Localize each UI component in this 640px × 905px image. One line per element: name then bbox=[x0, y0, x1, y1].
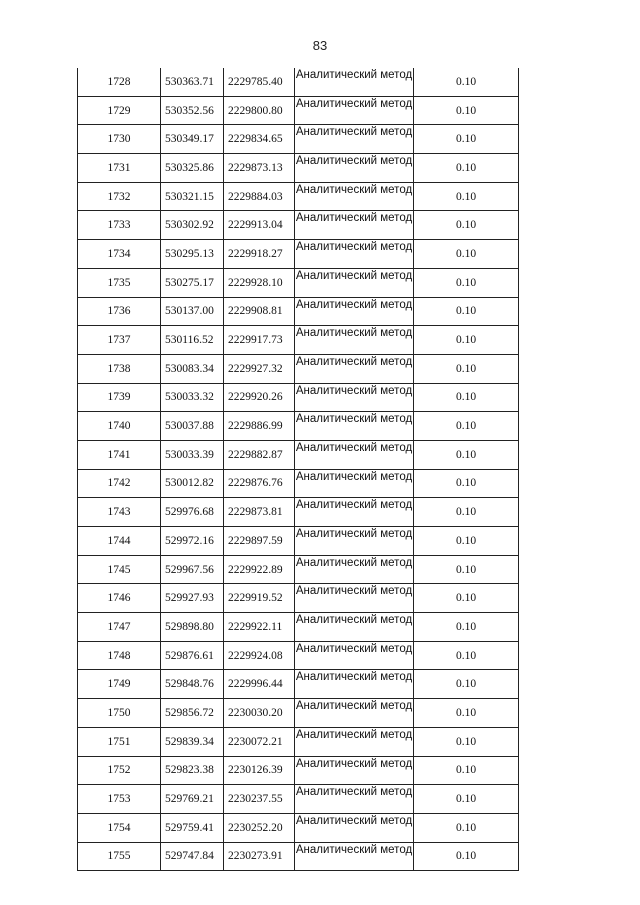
x-coordinate-cell: 529759.41 bbox=[161, 813, 224, 842]
point-number-cell: 1740 bbox=[78, 412, 161, 441]
table-row bbox=[78, 211, 519, 240]
x-coordinate-cell: 529747.84 bbox=[161, 842, 224, 871]
method-cell: Аналитический метод bbox=[295, 268, 414, 297]
point-number-cell: 1751 bbox=[78, 727, 161, 756]
method-cell: Аналитический метод bbox=[295, 211, 414, 240]
accuracy-cell: 0.10 bbox=[414, 670, 519, 699]
method-cell: Аналитический метод bbox=[295, 440, 414, 469]
y-coordinate-cell: 2229876.76 bbox=[224, 469, 295, 498]
accuracy-cell: 0.10 bbox=[414, 383, 519, 412]
table-row bbox=[78, 182, 519, 211]
point-number-cell: 1730 bbox=[78, 125, 161, 154]
x-coordinate-cell: 529927.93 bbox=[161, 584, 224, 613]
point-number-cell: 1747 bbox=[78, 613, 161, 642]
method-cell: Аналитический метод bbox=[295, 527, 414, 556]
table-row bbox=[78, 555, 519, 584]
y-coordinate-cell: 2229919.52 bbox=[224, 584, 295, 613]
y-coordinate-cell: 2229785.40 bbox=[224, 68, 295, 96]
table-row bbox=[78, 68, 519, 96]
table-row bbox=[78, 268, 519, 297]
accuracy-cell: 0.10 bbox=[414, 469, 519, 498]
accuracy-cell: 0.10 bbox=[414, 555, 519, 584]
y-coordinate-cell: 2230072.21 bbox=[224, 727, 295, 756]
point-number-cell: 1743 bbox=[78, 498, 161, 527]
y-coordinate-cell: 2229927.32 bbox=[224, 354, 295, 383]
method-cell: Аналитический метод bbox=[295, 383, 414, 412]
table-row bbox=[78, 785, 519, 814]
x-coordinate-cell: 529769.21 bbox=[161, 785, 224, 814]
table-row bbox=[78, 440, 519, 469]
accuracy-cell: 0.10 bbox=[414, 211, 519, 240]
x-coordinate-cell: 530363.71 bbox=[161, 68, 224, 96]
method-cell: Аналитический метод bbox=[295, 125, 414, 154]
table-row bbox=[78, 670, 519, 699]
point-number-cell: 1749 bbox=[78, 670, 161, 699]
point-number-cell: 1729 bbox=[78, 96, 161, 125]
point-number-cell: 1735 bbox=[78, 268, 161, 297]
accuracy-cell: 0.10 bbox=[414, 613, 519, 642]
method-cell: Аналитический метод bbox=[295, 182, 414, 211]
y-coordinate-cell: 2229873.13 bbox=[224, 154, 295, 183]
point-number-cell: 1755 bbox=[78, 842, 161, 871]
table-row bbox=[78, 154, 519, 183]
x-coordinate-cell: 530302.92 bbox=[161, 211, 224, 240]
method-cell: Аналитический метод bbox=[295, 641, 414, 670]
x-coordinate-cell: 529898.80 bbox=[161, 613, 224, 642]
page-number: 83 bbox=[312, 38, 328, 53]
y-coordinate-cell: 2229908.81 bbox=[224, 297, 295, 326]
table-row bbox=[78, 240, 519, 269]
method-cell: Аналитический метод bbox=[295, 584, 414, 613]
x-coordinate-cell: 530325.86 bbox=[161, 154, 224, 183]
method-cell: Аналитический метод bbox=[295, 354, 414, 383]
method-cell: Аналитический метод bbox=[295, 670, 414, 699]
accuracy-cell: 0.10 bbox=[414, 813, 519, 842]
point-number-cell: 1732 bbox=[78, 182, 161, 211]
point-number-cell: 1746 bbox=[78, 584, 161, 613]
x-coordinate-cell: 530012.82 bbox=[161, 469, 224, 498]
point-number-cell: 1752 bbox=[78, 756, 161, 785]
x-coordinate-cell: 530137.00 bbox=[161, 297, 224, 326]
method-cell: Аналитический метод bbox=[295, 412, 414, 441]
table-row bbox=[78, 613, 519, 642]
method-cell: Аналитический метод bbox=[295, 756, 414, 785]
x-coordinate-cell: 529848.76 bbox=[161, 670, 224, 699]
accuracy-cell: 0.10 bbox=[414, 412, 519, 441]
x-coordinate-cell: 530349.17 bbox=[161, 125, 224, 154]
table-row bbox=[78, 727, 519, 756]
point-number-cell: 1744 bbox=[78, 527, 161, 556]
table-row bbox=[78, 96, 519, 125]
table-row bbox=[78, 383, 519, 412]
y-coordinate-cell: 2229882.87 bbox=[224, 440, 295, 469]
method-cell: Аналитический метод bbox=[295, 613, 414, 642]
x-coordinate-cell: 530033.32 bbox=[161, 383, 224, 412]
x-coordinate-cell: 529876.61 bbox=[161, 641, 224, 670]
x-coordinate-cell: 529976.68 bbox=[161, 498, 224, 527]
x-coordinate-cell: 530352.56 bbox=[161, 96, 224, 125]
y-coordinate-cell: 2229928.10 bbox=[224, 268, 295, 297]
point-number-cell: 1748 bbox=[78, 641, 161, 670]
accuracy-cell: 0.10 bbox=[414, 68, 519, 96]
y-coordinate-cell: 2230273.91 bbox=[224, 842, 295, 871]
point-number-cell: 1741 bbox=[78, 440, 161, 469]
y-coordinate-cell: 2229918.27 bbox=[224, 240, 295, 269]
accuracy-cell: 0.10 bbox=[414, 584, 519, 613]
method-cell: Аналитический метод bbox=[295, 68, 414, 96]
y-coordinate-cell: 2229800.80 bbox=[224, 96, 295, 125]
method-cell: Аналитический метод bbox=[295, 498, 414, 527]
table-row bbox=[78, 469, 519, 498]
point-number-cell: 1728 bbox=[78, 68, 161, 96]
table-row bbox=[78, 354, 519, 383]
table-row bbox=[78, 699, 519, 728]
accuracy-cell: 0.10 bbox=[414, 440, 519, 469]
table-row bbox=[78, 498, 519, 527]
point-number-cell: 1734 bbox=[78, 240, 161, 269]
table-row bbox=[78, 527, 519, 556]
y-coordinate-cell: 2229922.89 bbox=[224, 555, 295, 584]
y-coordinate-cell: 2229996.44 bbox=[224, 670, 295, 699]
x-coordinate-cell: 530033.39 bbox=[161, 440, 224, 469]
coordinates-table bbox=[77, 68, 519, 871]
y-coordinate-cell: 2229917.73 bbox=[224, 326, 295, 355]
accuracy-cell: 0.10 bbox=[414, 297, 519, 326]
x-coordinate-cell: 529972.16 bbox=[161, 527, 224, 556]
point-number-cell: 1754 bbox=[78, 813, 161, 842]
table-row bbox=[78, 412, 519, 441]
y-coordinate-cell: 2230252.20 bbox=[224, 813, 295, 842]
x-coordinate-cell: 529823.38 bbox=[161, 756, 224, 785]
y-coordinate-cell: 2229884.03 bbox=[224, 182, 295, 211]
method-cell: Аналитический метод bbox=[295, 555, 414, 584]
x-coordinate-cell: 530275.17 bbox=[161, 268, 224, 297]
accuracy-cell: 0.10 bbox=[414, 527, 519, 556]
method-cell: Аналитический метод bbox=[295, 240, 414, 269]
point-number-cell: 1753 bbox=[78, 785, 161, 814]
accuracy-cell: 0.10 bbox=[414, 727, 519, 756]
table-row bbox=[78, 584, 519, 613]
y-coordinate-cell: 2229913.04 bbox=[224, 211, 295, 240]
point-number-cell: 1750 bbox=[78, 699, 161, 728]
accuracy-cell: 0.10 bbox=[414, 326, 519, 355]
point-number-cell: 1745 bbox=[78, 555, 161, 584]
coordinates-table-body bbox=[78, 68, 519, 871]
x-coordinate-cell: 530295.13 bbox=[161, 240, 224, 269]
table-row bbox=[78, 813, 519, 842]
y-coordinate-cell: 2229922.11 bbox=[224, 613, 295, 642]
y-coordinate-cell: 2230237.55 bbox=[224, 785, 295, 814]
accuracy-cell: 0.10 bbox=[414, 125, 519, 154]
accuracy-cell: 0.10 bbox=[414, 842, 519, 871]
point-number-cell: 1738 bbox=[78, 354, 161, 383]
table-row bbox=[78, 641, 519, 670]
method-cell: Аналитический метод bbox=[295, 96, 414, 125]
accuracy-cell: 0.10 bbox=[414, 498, 519, 527]
method-cell: Аналитический метод bbox=[295, 154, 414, 183]
table-row bbox=[78, 326, 519, 355]
point-number-cell: 1742 bbox=[78, 469, 161, 498]
point-number-cell: 1731 bbox=[78, 154, 161, 183]
method-cell: Аналитический метод bbox=[295, 813, 414, 842]
table-row bbox=[78, 842, 519, 871]
method-cell: Аналитический метод bbox=[295, 326, 414, 355]
x-coordinate-cell: 529839.34 bbox=[161, 727, 224, 756]
accuracy-cell: 0.10 bbox=[414, 96, 519, 125]
accuracy-cell: 0.10 bbox=[414, 699, 519, 728]
x-coordinate-cell: 530321.15 bbox=[161, 182, 224, 211]
accuracy-cell: 0.10 bbox=[414, 756, 519, 785]
method-cell: Аналитический метод bbox=[295, 469, 414, 498]
table-row bbox=[78, 756, 519, 785]
point-number-cell: 1736 bbox=[78, 297, 161, 326]
x-coordinate-cell: 529967.56 bbox=[161, 555, 224, 584]
accuracy-cell: 0.10 bbox=[414, 240, 519, 269]
y-coordinate-cell: 2229897.59 bbox=[224, 527, 295, 556]
point-number-cell: 1739 bbox=[78, 383, 161, 412]
x-coordinate-cell: 529856.72 bbox=[161, 699, 224, 728]
point-number-cell: 1733 bbox=[78, 211, 161, 240]
method-cell: Аналитический метод bbox=[295, 842, 414, 871]
accuracy-cell: 0.10 bbox=[414, 641, 519, 670]
accuracy-cell: 0.10 bbox=[414, 154, 519, 183]
method-cell: Аналитический метод bbox=[295, 297, 414, 326]
accuracy-cell: 0.10 bbox=[414, 785, 519, 814]
y-coordinate-cell: 2229886.99 bbox=[224, 412, 295, 441]
y-coordinate-cell: 2229920.26 bbox=[224, 383, 295, 412]
point-number-cell: 1737 bbox=[78, 326, 161, 355]
table-row bbox=[78, 125, 519, 154]
method-cell: Аналитический метод bbox=[295, 727, 414, 756]
accuracy-cell: 0.10 bbox=[414, 182, 519, 211]
method-cell: Аналитический метод bbox=[295, 785, 414, 814]
x-coordinate-cell: 530116.52 bbox=[161, 326, 224, 355]
y-coordinate-cell: 2229873.81 bbox=[224, 498, 295, 527]
x-coordinate-cell: 530037.88 bbox=[161, 412, 224, 441]
y-coordinate-cell: 2230030.20 bbox=[224, 699, 295, 728]
accuracy-cell: 0.10 bbox=[414, 354, 519, 383]
x-coordinate-cell: 530083.34 bbox=[161, 354, 224, 383]
y-coordinate-cell: 2230126.39 bbox=[224, 756, 295, 785]
accuracy-cell: 0.10 bbox=[414, 268, 519, 297]
y-coordinate-cell: 2229834.65 bbox=[224, 125, 295, 154]
method-cell: Аналитический метод bbox=[295, 699, 414, 728]
y-coordinate-cell: 2229924.08 bbox=[224, 641, 295, 670]
table-row bbox=[78, 297, 519, 326]
